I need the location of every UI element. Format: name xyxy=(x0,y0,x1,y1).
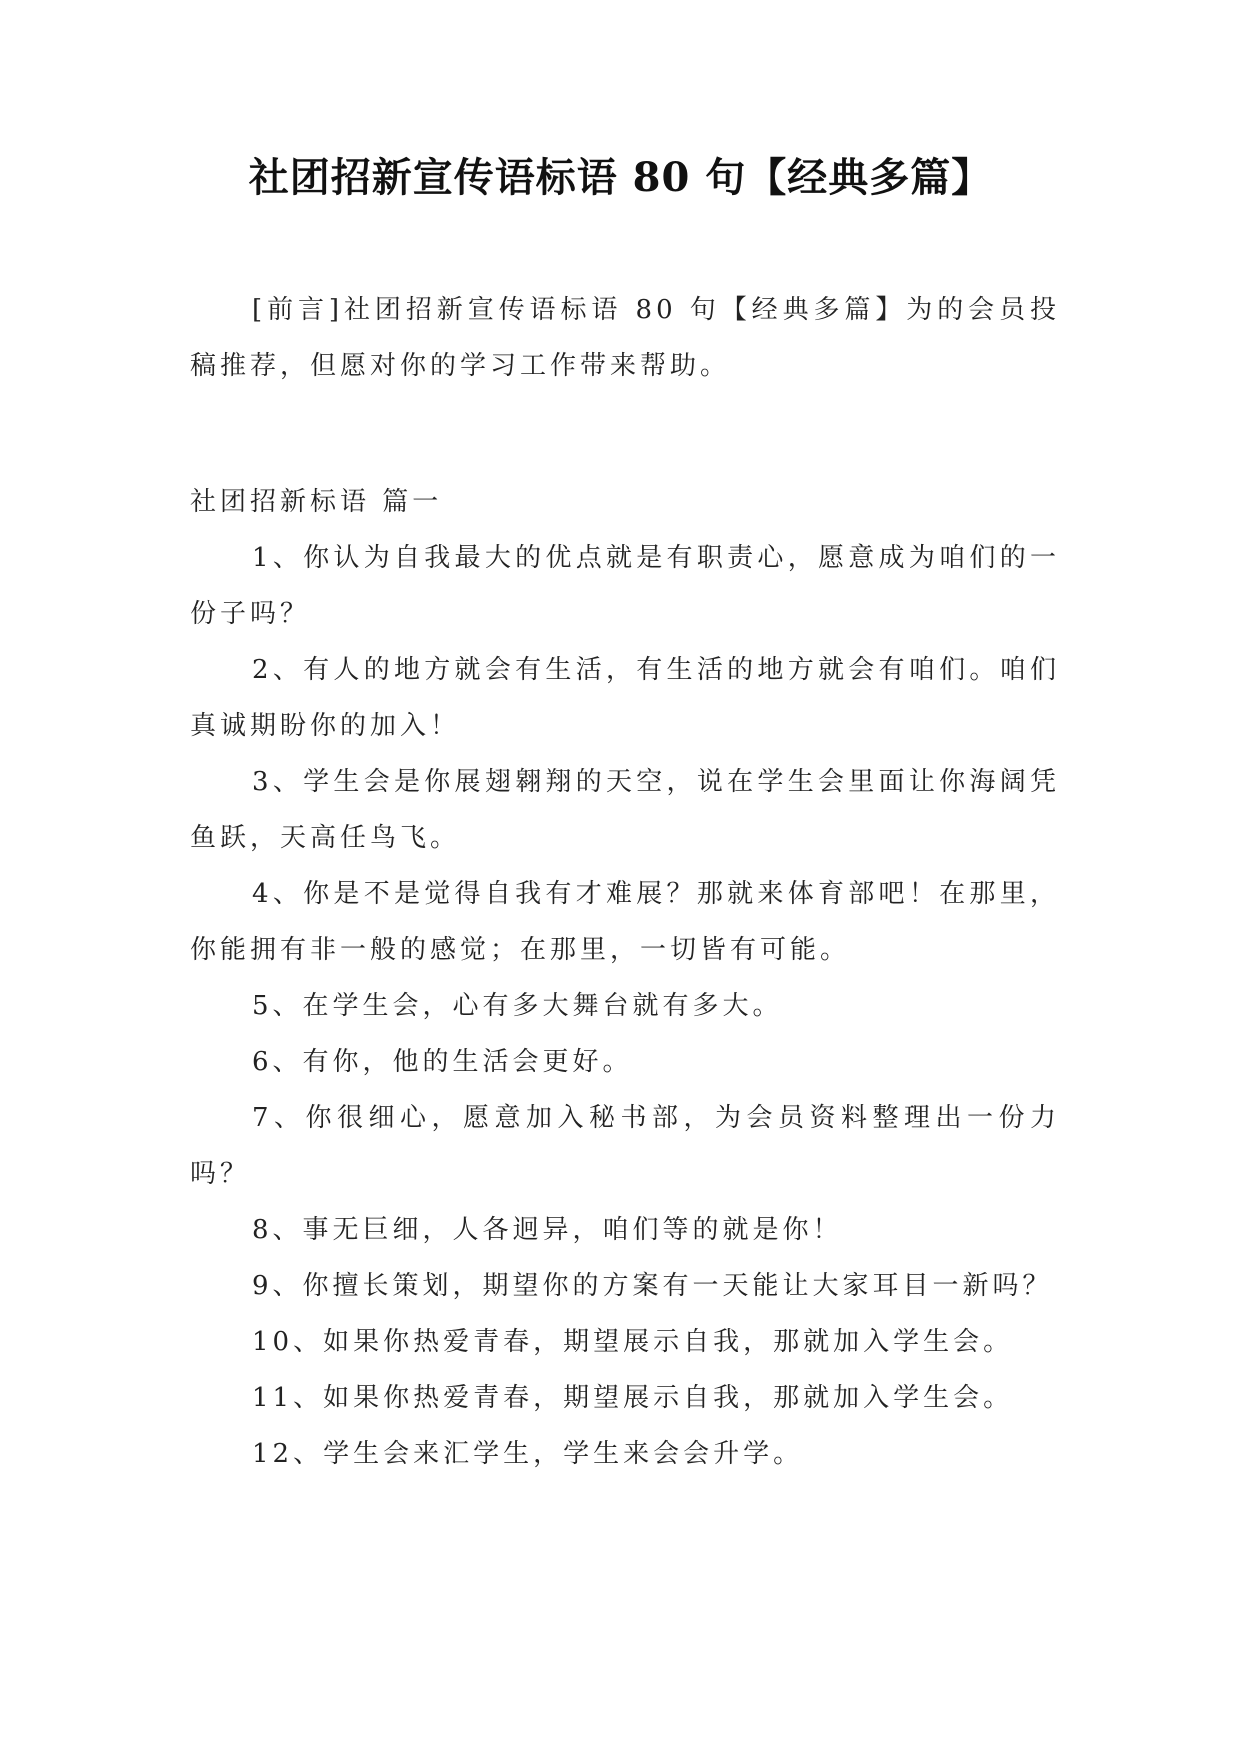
document-body xyxy=(190,282,1060,1482)
list-item: 5、在学生会，心有多大舞台就有多大。 xyxy=(252,991,783,1021)
list-item: 12、学生会来汇学生，学生来会会升学。 xyxy=(252,1439,804,1469)
list-item: 10、如果你热爱青春，期望展示自我，那就加入学生会。 xyxy=(252,1327,1014,1357)
list-item: 9、你擅长策划，期望你的方案有一天能让大家耳目一新吗？ xyxy=(252,1271,1053,1301)
list-item: 8、事无巨细，人各迥异，咱们等的就是你！ xyxy=(252,1215,843,1245)
intro-paragraph: [前言]社团招新宣传语标语 80 句【经典多篇】为的会员投稿推荐，但愿对你的学习工作带来帮助。 xyxy=(190,295,1060,381)
section-heading: 社团招新标语 篇一 xyxy=(190,487,443,517)
list-item: 2、有人的地方就会有生活，有生活的地方就会有咱们。咱们真诚期盼你的加入！ xyxy=(190,655,1060,741)
list-item: 1、你认为自我最大的优点就是有职责心，愿意成为咱们的一份子吗？ xyxy=(190,543,1060,629)
list-item: 11、如果你热爱青春，期望展示自我，那就加入学生会。 xyxy=(252,1383,1014,1413)
list-item: 6、有你，他的生活会更好。 xyxy=(252,1047,633,1077)
list-item: 4、你是不是觉得自我有才难展？那就来体育部吧！在那里，你能拥有非一般的感觉；在那里，一切皆有可能。 xyxy=(190,879,1060,965)
document-title: 社团招新宣传语标语 80 句【经典多篇】 xyxy=(248,154,993,201)
list-item: 7、你很细心，愿意加入秘书部，为会员资料整理出一份力吗？ xyxy=(190,1103,1060,1189)
list-item: 3、学生会是你展翅翱翔的天空，说在学生会里面让你海阔凭鱼跃，天高任鸟飞。 xyxy=(190,767,1060,853)
